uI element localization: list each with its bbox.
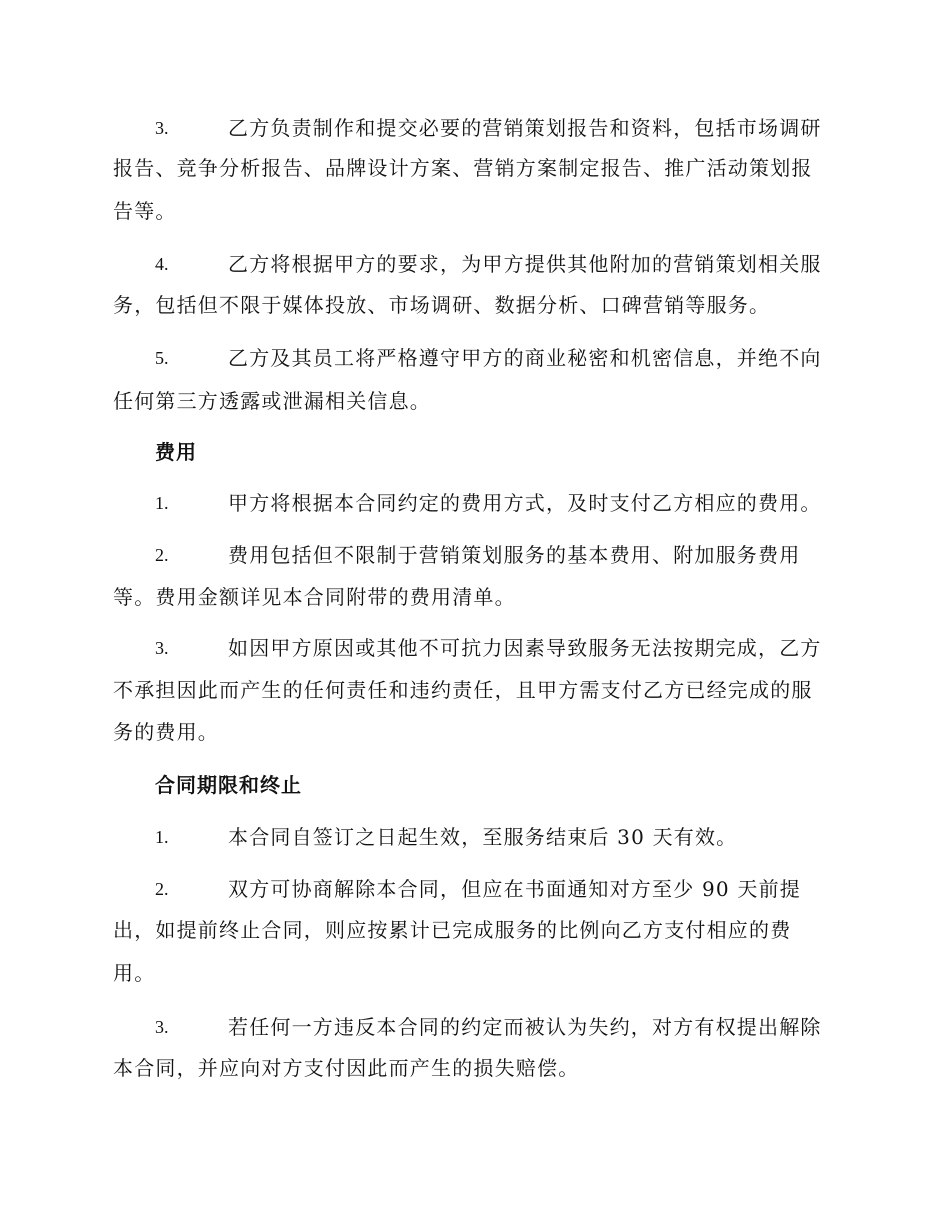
item-text-line: 务的费用。 bbox=[113, 720, 219, 744]
item-text-line: 任何第三方透露或泄漏相关信息。 bbox=[113, 389, 431, 413]
section-heading-fees: 费用 bbox=[155, 440, 197, 464]
item-number: 1. bbox=[155, 493, 169, 513]
item-number: 1. bbox=[155, 827, 169, 847]
item-text-line: 乙方及其员工将严格遵守甲方的商业秘密和机密信息，并绝不向 bbox=[228, 346, 822, 370]
item-number: 3. bbox=[155, 1017, 169, 1037]
item-number: 3. bbox=[155, 118, 169, 138]
section-heading-term: 合同期限和终止 bbox=[155, 773, 302, 797]
item-text-line: 本合同，并应向对方支付因此而产生的损失赔偿。 bbox=[113, 1056, 580, 1080]
item-text-line: 甲方将根据本合同约定的费用方式，及时支付乙方相应的费用。 bbox=[228, 491, 822, 515]
item-text-line: 如因甲方原因或其他不可抗力因素导致服务无法按期完成，乙方 bbox=[228, 636, 822, 660]
item-text-line: 双方可协商解除本合同，但应在书面通知对方至少 90 天前提 bbox=[228, 877, 801, 901]
item-text-line: 出，如提前终止合同，则应按累计已完成服务的比例向乙方支付相应的费 bbox=[113, 918, 792, 942]
item-number: 3. bbox=[155, 638, 169, 658]
item-text-line: 务，包括但不限于媒体投放、市场调研、数据分析、口碑营销等服务。 bbox=[113, 293, 771, 317]
item-text-line: 报告、竞争分析报告、品牌设计方案、营销方案制定报告、推广活动策划报 bbox=[113, 156, 813, 180]
item-text-line: 告等。 bbox=[113, 199, 177, 223]
item-number: 2. bbox=[155, 545, 169, 565]
item-number: 4. bbox=[155, 254, 169, 274]
item-text-line: 不承担因此而产生的任何责任和违约责任，且甲方需支付乙方已经完成的服 bbox=[113, 678, 813, 702]
item-text-line: 用。 bbox=[113, 961, 156, 985]
item-text-line: 若任何一方违反本合同的约定而被认为失约，对方有权提出解除 bbox=[228, 1015, 822, 1039]
item-text-line: 等。费用金额详见本合同附带的费用清单。 bbox=[113, 585, 516, 609]
item-number: 5. bbox=[155, 348, 169, 368]
item-text-line: 本合同自签订之日起生效，至服务结束后 30 天有效。 bbox=[228, 825, 738, 849]
item-text-line: 乙方负责制作和提交必要的营销策划报告和资料，包括市场调研 bbox=[228, 116, 822, 140]
item-text-line: 乙方将根据甲方的要求，为甲方提供其他附加的营销策划相关服 bbox=[228, 252, 822, 276]
item-text-line: 费用包括但不限制于营销策划服务的基本费用、附加服务费用 bbox=[228, 543, 801, 567]
item-number: 2. bbox=[155, 879, 169, 899]
